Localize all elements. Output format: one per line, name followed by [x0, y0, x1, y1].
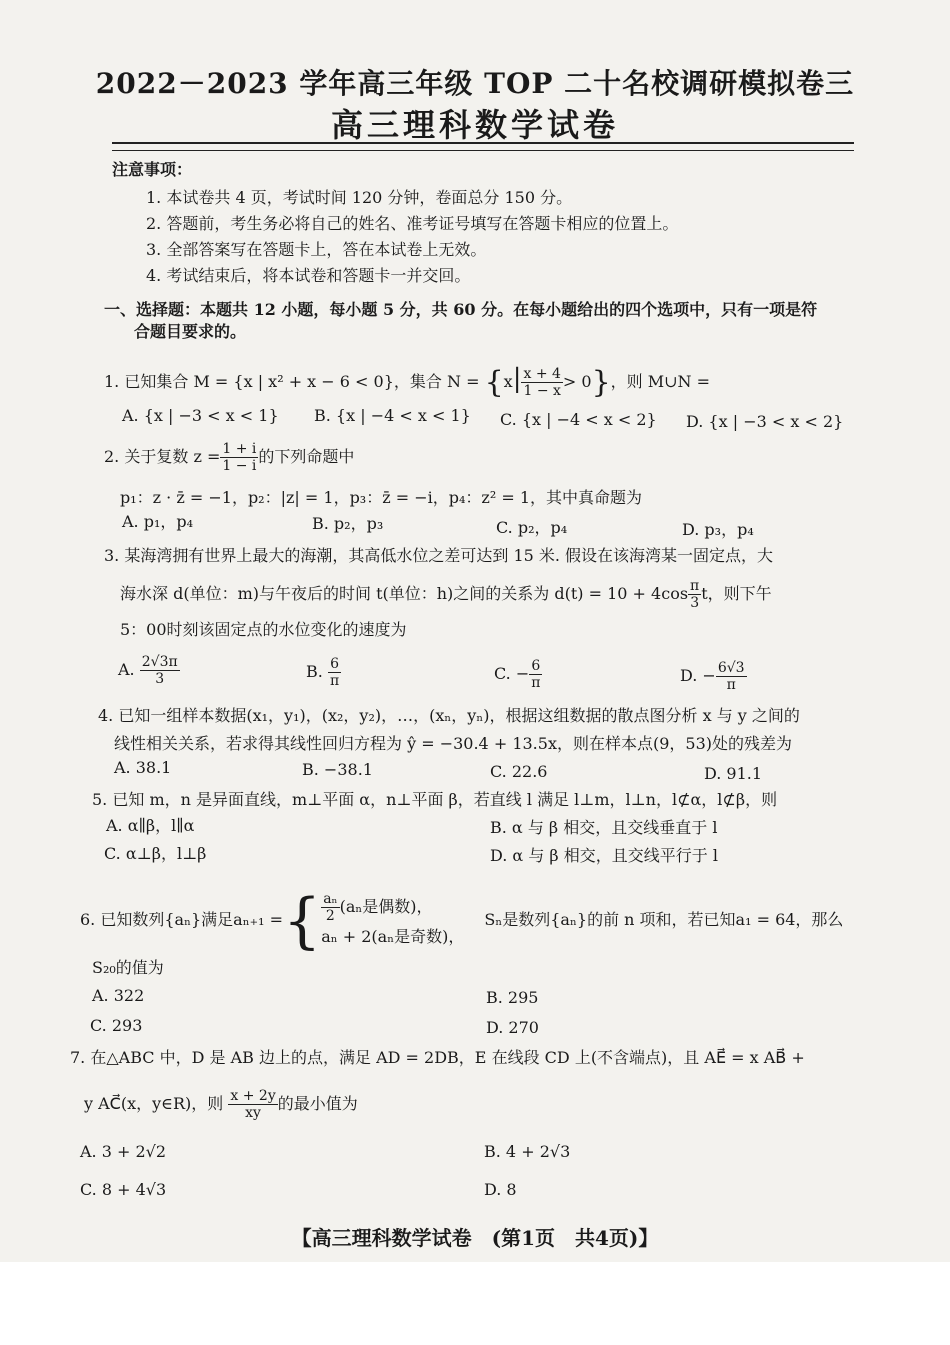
section-heading-line2: 合题目要求的。	[134, 322, 247, 341]
question-3-line3: 5：00时刻该固定点的水位变化的速度为	[120, 620, 407, 639]
header-rule-thin	[112, 150, 854, 151]
q5-option-a: A. α∥β，l∥α	[106, 816, 195, 835]
question-4-line2: 线性相关关系，若求得其线性回归方程为 ŷ = −30.4 + 13.5x，则在样本点(9，53)处的残差为	[114, 734, 792, 753]
q1-tail: ，则 M∪N =	[610, 372, 711, 391]
exam-paper-title: 高三理科数学试卷	[330, 106, 619, 144]
q4-option-c: C. 22.6	[490, 762, 548, 781]
q7-option-a: A. 3 + 2√2	[80, 1142, 167, 1161]
notice-heading: 注意事项：	[112, 160, 193, 179]
exam-series-title: 2022－2023 学年高三年级 TOP 二十名校调研模拟卷三	[95, 67, 855, 100]
q3-pi-over-3: $\frac{\pi}{3}$	[690, 578, 700, 611]
q3-option-d: D. − $\frac{6√3}{\pi}$	[680, 660, 745, 693]
q7-option-c: C. 8 + 4√3	[80, 1180, 167, 1199]
q6-piecewise: $\frac{\text{aₙ}}{2}$ (aₙ是偶数)， aₙ + 2(aₙ是奇数)，	[321, 891, 465, 946]
q7-fraction: $\frac{x + 2y}{xy}$	[230, 1088, 276, 1121]
question-1-stem: 1. 已知集合 M = {x | x² + x − 6 < 0}，集合 N = {x| $\frac{x + 4}{1 - x}$ > 0}，则 M∪N =	[104, 364, 711, 400]
question-2-propositions: p₁：z · z̄ = −1，p₂：|z| = 1，p₃：z̄ = −i，p₄：z² = 1，其中真命题为	[120, 488, 643, 507]
q2-fraction: $\frac{1 + i}{1 - i}$	[222, 441, 257, 474]
header-rule-thick	[112, 142, 854, 144]
q2-option-b: B. p₂，p₃	[312, 514, 384, 533]
q1-post: > 0	[562, 372, 592, 391]
q4-option-a: A. 38.1	[114, 758, 172, 777]
q5-option-d: D. α 与 β 相交，且交线平行于 l	[490, 846, 718, 865]
notice-item-4: 4. 考试结束后，将本试卷和答题卡一并交回。	[146, 266, 471, 285]
q1-fraction: $\frac{x + 4}{1 - x}$	[523, 366, 561, 399]
q3-option-b: B. $\frac{6}{\pi}$	[306, 656, 340, 689]
q1-pre: 1. 已知集合 M = {x | x² + x − 6 < 0}，集合 N =	[104, 372, 485, 391]
question-5-stem: 5. 已知 m，n 是异面直线，m⊥平面 α，n⊥平面 β，若直线 l 满足 l⊥m，l⊥n，l⊄α，l⊄β，则	[92, 790, 778, 809]
q6-option-c: C. 293	[90, 1016, 143, 1035]
q1-option-c: C. {x | −4 < x < 2}	[500, 410, 657, 429]
notice-item-2: 2. 答题前，考生务必将自己的姓名、准考证号填写在答题卡相应的位置上。	[146, 214, 679, 233]
q5-option-b: B. α 与 β 相交，且交线垂直于 l	[490, 818, 718, 837]
question-3-line1: 3. 某海湾拥有世界上最大的海潮，其高低水位之差可达到 15 米. 假设在该海湾某一固定点，大	[104, 546, 774, 565]
q7-option-b: B. 4 + 2√3	[484, 1142, 571, 1161]
question-4-line1: 4. 已知一组样本数据(x₁，y₁)，(x₂，y₂)，…，(xₙ，yₙ)，根据这组数据的散点图分析 x 与 y 之间的	[98, 706, 800, 725]
section-heading-line1: 一、选择题：本题共 12 小题，每小题 5 分，共 60 分。在每小题给出的四个选项中，只有一项是符	[104, 300, 818, 319]
notice-item-1: 1. 本试卷共 4 页，考试时间 120 分钟，卷面总分 150 分。	[146, 188, 573, 207]
q6-option-d: D. 270	[486, 1018, 539, 1037]
q4-option-d: D. 91.1	[704, 764, 763, 783]
question-6-stem: 6. 已知数列{aₙ}满足aₙ₊₁ ={ $\frac{\text{aₙ}}{2}$ (aₙ是偶数)， aₙ + 2(aₙ是奇数)， Sₙ是数列{aₙ}的前 n 项和，若已知a₁ = 64，那么	[80, 885, 844, 956]
q5-option-c: C. α⊥β，l⊥β	[104, 844, 207, 863]
question-3-line2: 海水深 d(单位：m)与午夜后的时间 t(单位：h)之间的关系为 d(t) = 10 + 4cos $\frac{\pi}{3}$ t，则下午	[120, 578, 772, 611]
q4-option-b: B. −38.1	[302, 760, 373, 779]
question-2-stem: 2. 关于复数 z = $\frac{1 + i}{1 - i}$ 的下列命题中	[104, 441, 355, 474]
q6-option-a: A. 322	[92, 986, 145, 1005]
q1-option-b: B. {x | −4 < x < 1}	[314, 406, 471, 425]
q2-option-a: A. p₁，p₄	[122, 512, 194, 531]
q2-option-c: C. p₂，p₄	[496, 518, 568, 537]
q1-option-a: A. {x | −3 < x < 1}	[122, 406, 279, 425]
q3-option-c: C. − $\frac{6}{\pi}$	[494, 658, 541, 691]
question-7-line2: y AC⃗(x，y∈R)，则 $\frac{x + 2y}{xy}$ 的最小值为	[84, 1088, 358, 1121]
q3-option-a: A. $\frac{2√3\pi}{3}$	[118, 654, 178, 687]
q1-option-d: D. {x | −3 < x < 2}	[686, 412, 844, 431]
question-7-line1: 7. 在△ABC 中，D 是 AB 边上的点，满足 AD = 2DB，E 在线段 CD 上(不含端点)，且 AE⃗ = x AB⃗ +	[70, 1048, 805, 1067]
q1-set-var: x	[503, 372, 513, 391]
q2-option-d: D. p₃，p₄	[682, 520, 754, 539]
question-6-line2: S₂₀的值为	[92, 958, 164, 977]
q7-option-d: D. 8	[484, 1180, 517, 1199]
notice-item-3: 3. 全部答案写在答题卡上，答在本试卷上无效。	[146, 240, 487, 259]
page-footer: 【高三理科数学试卷 (第1页 共4页)】	[291, 1226, 659, 1250]
q6-option-b: B. 295	[486, 988, 539, 1007]
